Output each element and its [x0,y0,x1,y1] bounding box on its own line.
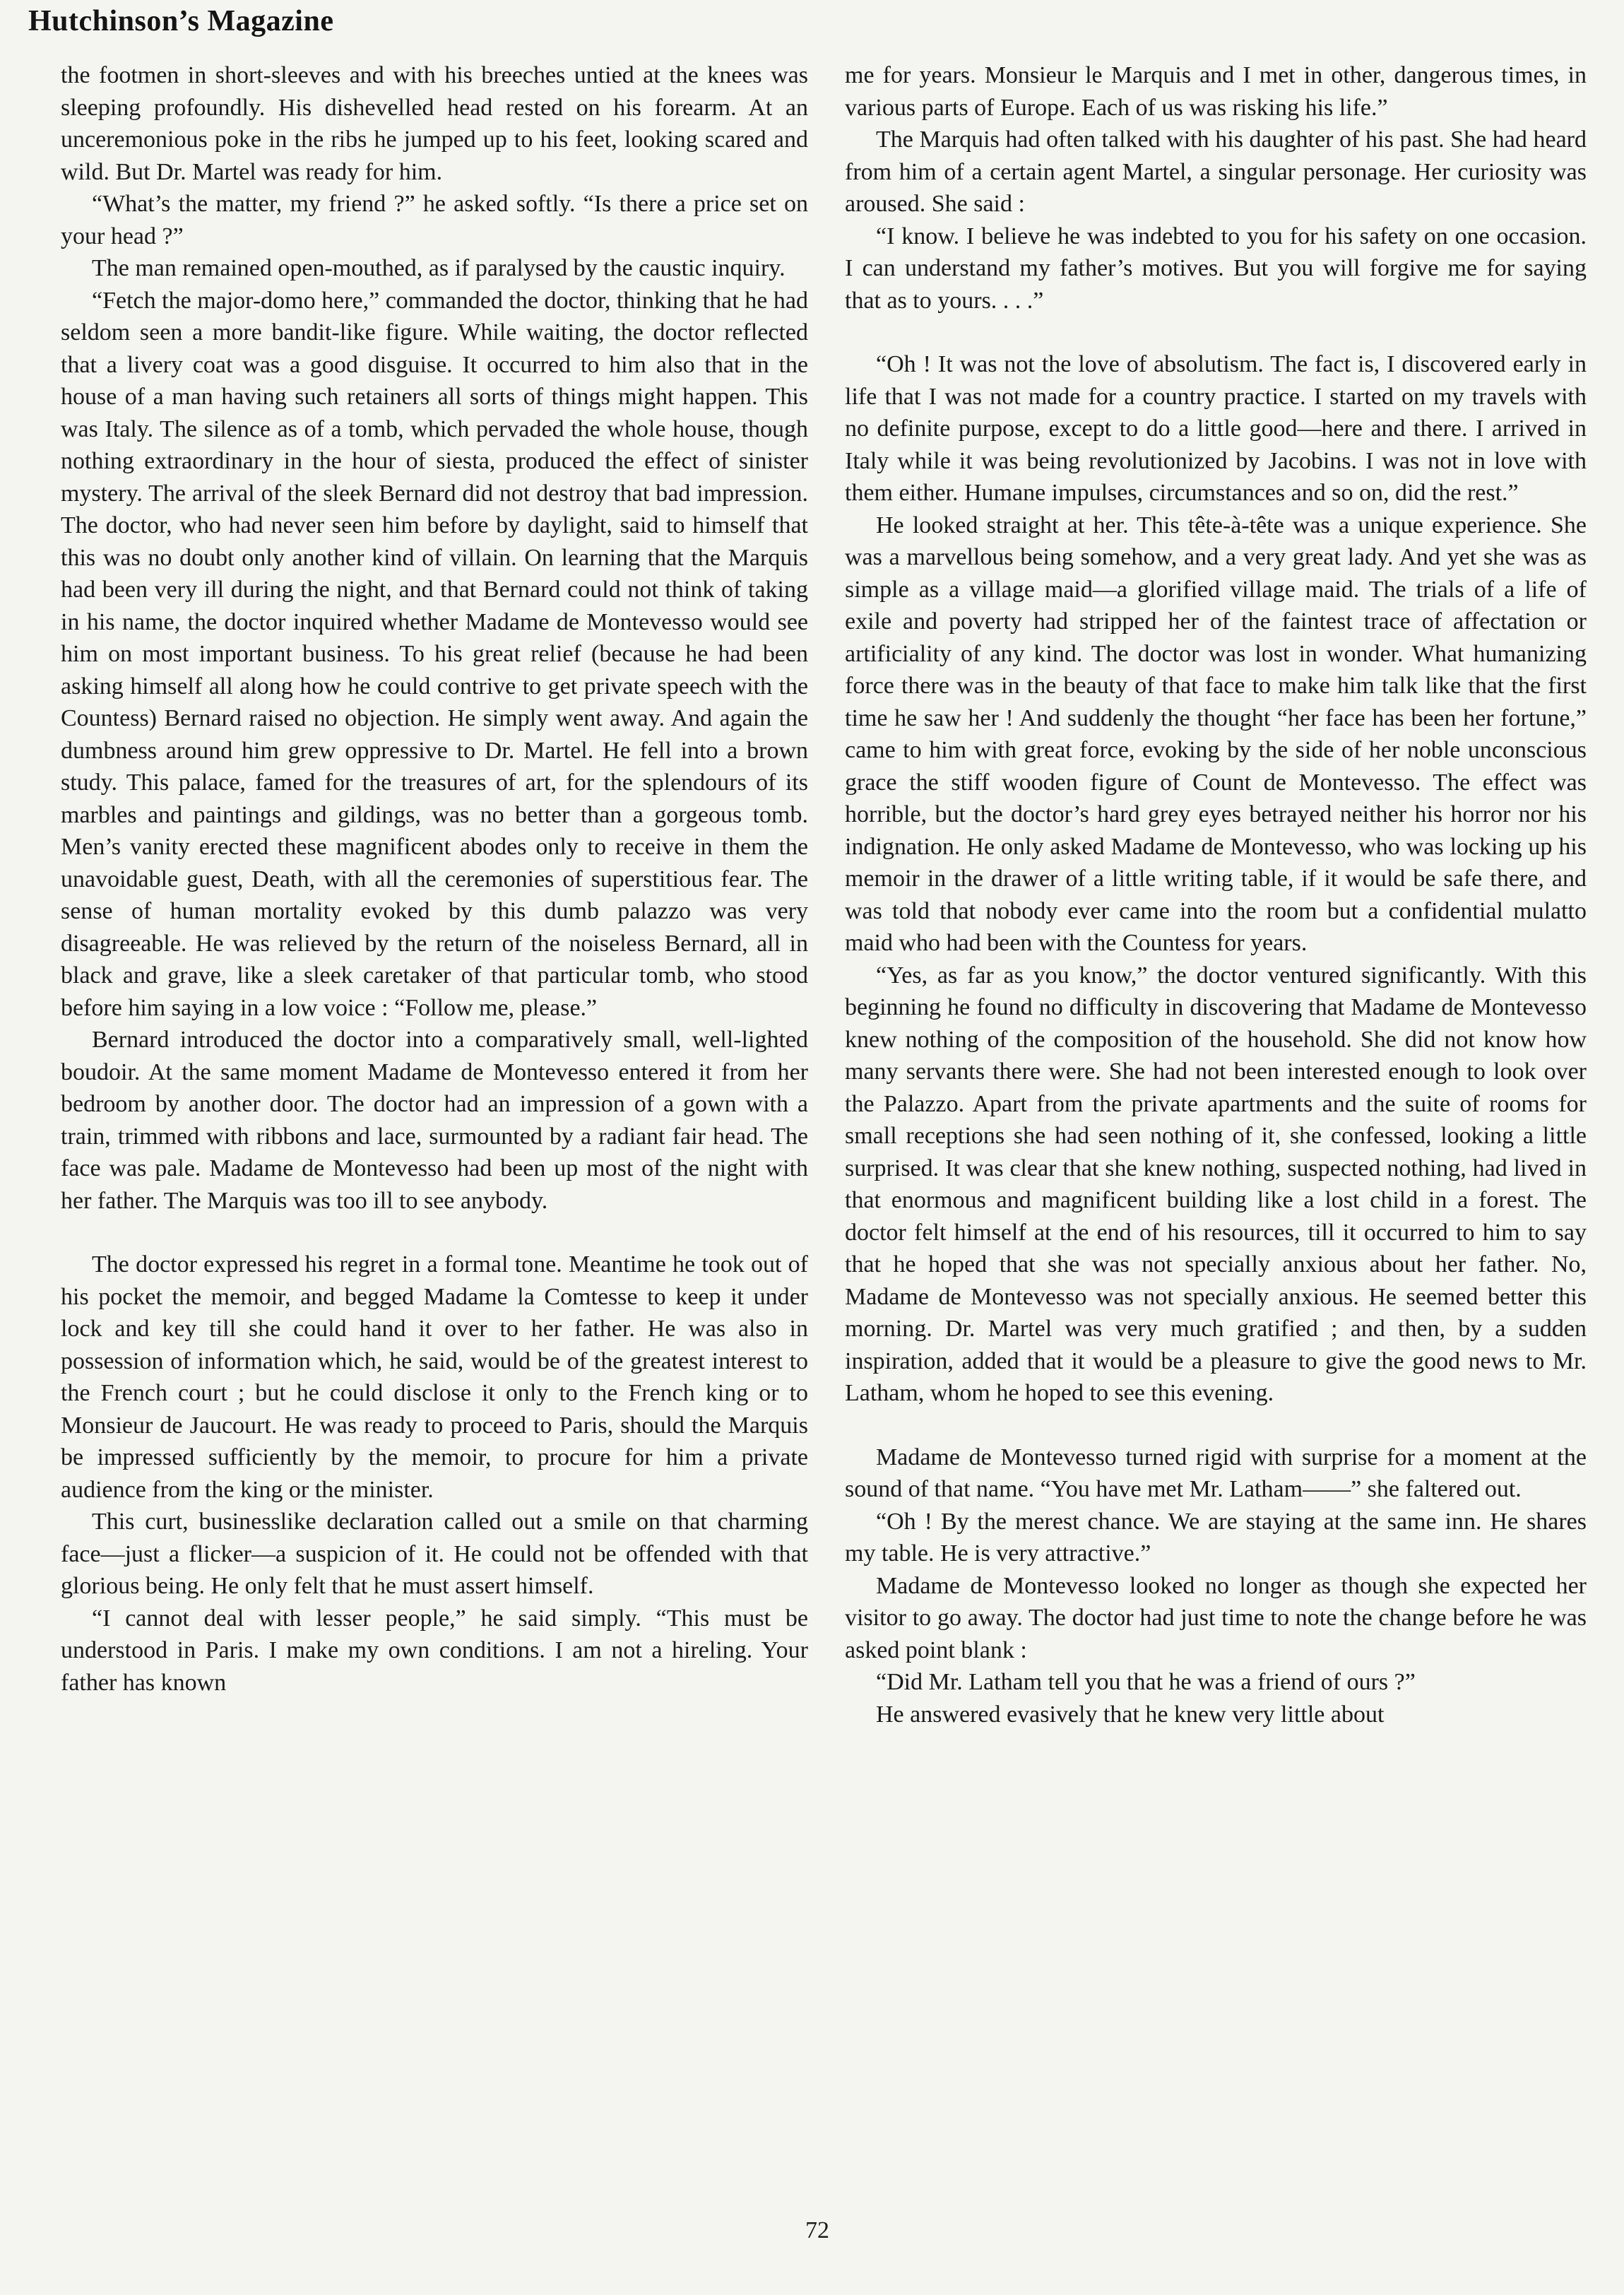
paragraph: the footmen in short-sleeves and with his breeches untied at the knees was sleeping profoundly. His dishevelled head rested on his forearm. At an unceremonious poke in the ribs he jumped up to his feet, looking scared and wild. But Dr. Martel was ready for him. [61,62,808,185]
paragraph: “Did Mr. Latham tell you that he was a friend of ours ?” [876,1669,1416,1695]
right-column [845,59,1587,1730]
paragraph: Bernard introduced the doctor into a comparatively small, well-lighted boudoir. At the same moment Madame de Montevesso entered it from her bedroom by another door. The doctor had an impression of a gown with a train, trimmed with ribbons and lace, surmounted by a radiant fair head. The face was pale. Madame de Montevesso had been up most of the night with her father. The Marquis was too ill to see anybody. [61,1027,808,1214]
paragraph: me for years. Monsieur le Marquis and I met in other, dangerous times, in various parts of Europe. Each of us was risking his life.” [845,62,1587,121]
paragraph: The man remained open-mouthed, as if paralysed by the caustic inquiry. [92,255,786,281]
paragraph: The doctor expressed his regret in a formal tone. Meantime he took out of his pocket the memoir, and begged Madame la Comtesse to keep it under lock and key till she could hand it over to her father. He was also in possession of information which, he said, would be of the greatest interest to the French court ; but he could disclose it only to the French king or to Monsieur de Jaucourt. He was ready to proceed to Paris, should the Marquis be impressed sufficiently by the memoir, to procure for him a private audience from the king or the minister. [61,1251,808,1503]
paragraph: “I cannot deal with lesser people,” he said simply. “This must be understood in Paris. I make my own conditions. I am not a hireling. Your father has known [61,1605,808,1696]
running-head: Hutchinson’s Magazine [28,5,334,37]
paragraph: The Marquis had often talked with his daughter of his past. She had heard from him of a certain agent Martel, a singular personage. Her curiosity was aroused. She said : [845,126,1587,217]
paragraph: This curt, businesslike declaration called out a smile on that charming face—just a flicker—a suspicion of it. He could not be offended with that glorious being. He only felt that he must assert himself. [61,1509,808,1599]
paragraph: Madame de Montevesso turned rigid with surprise for a moment at the sound of that name. “You have met Mr. Latham——” she faltered out. [845,1444,1587,1502]
paragraph: “Fetch the major-domo here,” commanded the doctor, thinking that he had seldom seen a more bandit-like figure. While waiting, the doctor reflected that a livery coat was a good disguise. It occurred to him also that in the house of a man having such retainers all sorts of things might happen. This was Italy. The silence as of a tomb, which pervaded the whole house, though nothing extraordinary in the hour of siesta, produced the effect of sinister mystery. The arrival of the sleek Bernard did not destroy that bad impression. The doctor, who had never seen him before by daylight, said to himself that this was no doubt only another kind of villain. On learning that the Marquis had been very ill during the night, and that Bernard could not think of taking in his name, the doctor inquired whether Madame de Montevesso would see him on most important business. To his great relief (because he had been asking himself all along how he could contrive to get private speech with the Countess) Bernard raised no objection. He simply went away. And again the dumbness around him grew oppressive to Dr. Martel. He fell into a brown study. This palace, famed for the treasures of art, for the splendours of its marbles and paintings and gildings, was no better than a gorgeous tomb. Men’s vanity erected these magnificent abodes only to receive in them the unavoidable guest, Death, with all the ceremonies of superstitious fear. The sense of human mortality evoked by this dumb palazzo was very disagreeable. He was relieved by the return of the noiseless Bernard, all in black and grave, like a sleek caretaker of that particular tomb, who stood before him saying in a low voice : “Follow me, please.” [61,287,808,1021]
paragraph: “Yes, as far as you know,” the doctor ventured significantly. With this beginning he found no difficulty in discovering that Madame de Montevesso knew nothing of the composition of the household. She did not know how many servants there were. She had not been interested enough to look over the Palazzo. Apart from the private apartments and the suite of rooms for small receptions she had seen nothing of it, she confessed, looking a little surprised. It was clear that she knew nothing, suspected nothing, had lived in that enormous and magnificent building like a lost child in a forest. The doctor felt himself at the end of his resources, till it occurred to him to say that he hoped that she was not specially anxious about her father. No, Madame de Montevesso was not specially anxious. He seemed better this morning. Dr. Martel was very much gratified ; and then, by a sudden inspiration, added that it would be a pleasure to give the good news to Mr. Latham, whom he hoped to see this evening. [845,962,1587,1406]
paragraph: “Oh ! By the merest chance. We are staying at the same inn. He shares my table. He is very attractive.” [845,1508,1587,1567]
paragraph: He looked straight at her. This tête-à-tête was a unique experience. She was a marvellous being somehow, and a very great lady. And yet she was as simple as a village maid—a glorified village maid. The trials of a life of exile and poverty had stripped her of the faintest trace of affectation or artificiality of any kind. The doctor was lost in wonder. What humanizing force there was in the beauty of that face to make him talk like that the first time he saw her ! And suddenly the thought “her face has been her fortune,” came to him with great force, evoking by the side of her noble unconscious grace the stiff wooden figure of Count de Montevesso. The effect was horrible, but the doctor’s hard grey eyes betrayed neither his horror nor his indignation. He only asked Madame de Montevesso, who was locking up his memoir in the drawer of a little writing table, if it would be safe there, and was told that nobody ever came into the room but a confidential mulatto maid who had been with the Countess for years. [845,512,1587,956]
left-column [61,59,808,1699]
paragraph: “I know. I believe he was indebted to you for his safety on one occasion. I can understand my father’s motives. But you will forgive me for saying that as to yours. . . .” [845,223,1587,314]
paragraph: “Oh ! It was not the love of absolutism. The fact is, I discovered early in life that I was not made for a country practice. I started on my travels with no definite purpose, except to do a little good—here and there. I arrived in Italy while it was being revolutionized by Jacobins. I was not in love with them either. Humane impulses, circumstances and so on, did the rest.” [845,351,1587,506]
paragraph: “What’s the matter, my friend ?” he asked softly. “Is there a price set on your head ?” [61,191,808,249]
page-number: 72 [805,2217,829,2243]
paragraph: Madame de Montevesso looked no longer as though she expected her visitor to go away. The doctor had just time to note the change before he was asked point blank : [845,1572,1587,1663]
paragraph: He answered evasively that he knew very little about [876,1701,1385,1728]
